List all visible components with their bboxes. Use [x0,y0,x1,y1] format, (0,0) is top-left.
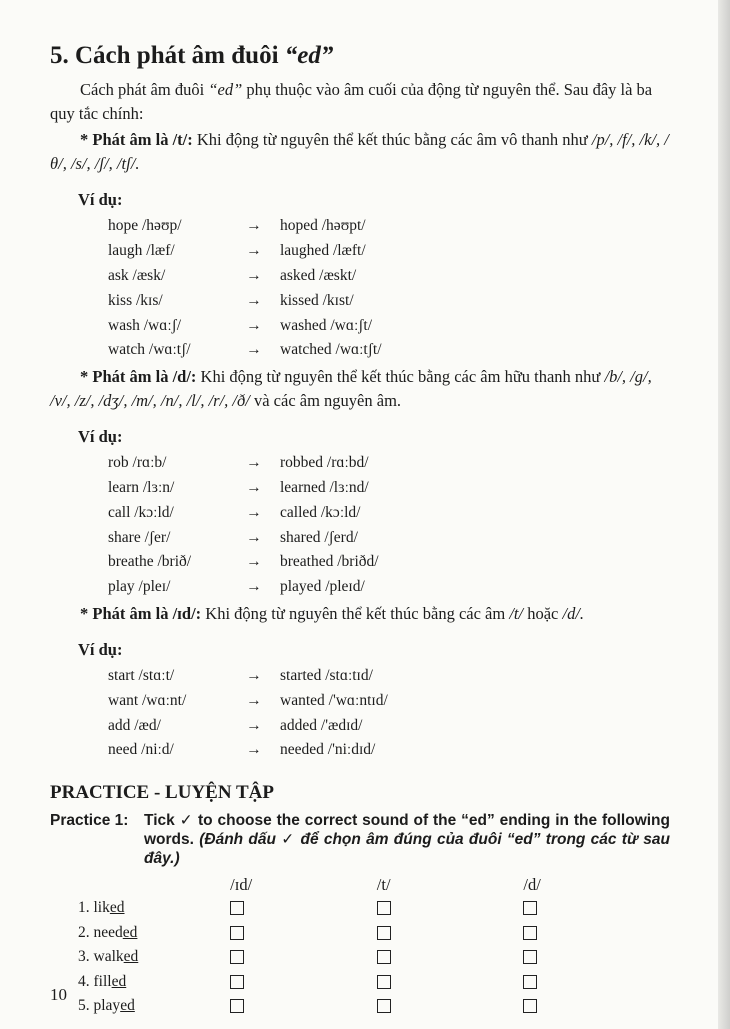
examples-d [108,451,670,600]
example-row [108,525,670,550]
example-base: laugh /læf/ [108,242,175,260]
example-arrow: → [246,553,262,571]
example-row [108,338,670,363]
example-row [108,500,670,525]
example-arrow: → [246,316,262,334]
example-base: add /æd/ [108,716,161,734]
example-past: learned /lɜːnd/ [280,478,369,496]
example-past: asked /æskt/ [280,266,357,284]
answer-cell-id [230,999,377,1013]
example-base: kiss /kɪs/ [108,291,163,309]
example-base: wash /wɑːʃ/ [108,316,182,334]
section-title: 5. Cách phát âm đuôi “ed” [50,42,334,69]
answer-cell-t [377,975,524,989]
example-row [108,451,670,476]
example-arrow: → [246,341,262,359]
example-row [108,214,670,239]
answer-cell-t [377,926,524,940]
answer-cell-t [377,950,524,964]
practice-word [50,924,230,942]
example-past: wanted /'wɑːntɪd/ [280,691,388,709]
example-past: shared /ʃerd/ [280,528,358,546]
word-ending: ed [120,997,135,1015]
answer-cell-id [230,926,377,940]
example-row [108,313,670,338]
practice-table [50,874,670,1019]
example-base: learn /lɜːn/ [108,478,175,496]
practice-1-instruction [50,811,670,868]
example-label: Ví dụ: [78,426,123,446]
checkbox-id[interactable] [230,926,244,940]
word-ending: ed [123,948,139,966]
example-label: Ví dụ: [78,190,123,209]
example-row [108,476,670,501]
word-ending: ed [122,923,138,941]
practice-item [50,920,670,945]
answer-cell-id [230,975,377,989]
example-row [108,575,670,600]
word-stem: lik [93,899,110,917]
checkbox-t[interactable] [377,950,391,964]
word-ending: ed [111,972,127,990]
example-row [108,264,670,289]
example-past: started /stɑːtɪd/ [280,666,373,684]
answer-cell-t [377,901,524,915]
example-past: washed /wɑːʃt/ [280,316,373,334]
checkbox-d[interactable] [523,901,537,915]
example-past: played /pleɪd/ [280,578,365,596]
word-num: 3. [78,948,94,966]
word-num: 5. [78,997,94,1015]
example-row [108,688,670,713]
example-row [108,664,670,689]
checkbox-d[interactable] [523,926,537,940]
example-base: ask /æsk/ [108,266,166,284]
checkbox-id[interactable] [230,999,244,1013]
answer-cell-d [523,926,670,940]
example-base: play /pleɪ/ [108,578,171,596]
answer-cell-d [523,999,670,1013]
example-arrow: → [246,528,262,546]
column-header-t: /t/ [376,874,391,894]
column-header-d: /d/ [523,874,541,894]
answer-cell-t [377,999,524,1013]
page-number: 10 [50,985,67,1004]
example-arrow: → [246,478,262,496]
example-base: hope /həʊp/ [108,217,182,235]
example-row [108,550,670,575]
example-base: want /wɑːnt/ [108,691,187,709]
table-header [50,874,670,896]
example-arrow: → [246,716,262,734]
example-arrow: → [246,266,262,284]
example-base: need /niːd/ [108,741,174,759]
word-ending: ed [109,899,125,917]
checkbox-id[interactable] [230,901,244,915]
column-header-id: /ɪd/ [230,874,253,894]
rule-id: * Phát âm là /ɪd/: Khi động từ nguyên thể kết thúc bằng các âm /t/ hoặc /d/. [80,603,585,623]
rule-d: * Phát âm là /d/: Khi động từ nguyên thể kết thúc bằng các âm hữu thanh như /b/, /g/, /v/, /z/, /dʒ/, /m/, /n/, /l/, /r/, /ð/ và các âm nguyên âm. [50,366,652,410]
example-arrow: → [246,242,262,260]
example-past: watched /wɑːtʃt/ [280,341,382,359]
checkbox-t[interactable] [377,926,391,940]
word-stem: need [93,923,123,941]
examples-t [108,214,670,363]
example-arrow: → [246,691,262,709]
example-base: watch /wɑːtʃ/ [108,341,191,359]
practice-item [50,945,670,970]
answer-cell-id [230,950,377,964]
practice-word [50,997,230,1015]
example-past: needed /'niːdɪd/ [280,741,376,759]
example-arrow: → [246,741,262,759]
word-stem: walk [93,948,124,966]
example-base: rob /rɑːb/ [108,454,167,472]
word-stem: fill [93,972,112,990]
example-past: laughed /læft/ [280,242,366,260]
word-num: 1. [78,899,94,917]
example-arrow: → [246,217,262,235]
instruction-en: Tick ✓ to choose the correct sound of the “ed” ending in the following words. [144,811,670,848]
examples-id [108,664,670,763]
answer-cell-id [230,901,377,915]
word-num: 2. [78,923,94,941]
example-base: share /ʃer/ [108,528,171,546]
practice-item [50,896,670,921]
answer-cell-d [523,950,670,964]
example-base: breathe /brið/ [108,553,192,571]
example-past: robbed /rɑːbd/ [280,454,369,472]
checkbox-t[interactable] [377,901,391,915]
page-content [50,40,670,1019]
checkbox-t[interactable] [377,999,391,1013]
checkbox-id[interactable] [230,950,244,964]
checkbox-t[interactable] [377,975,391,989]
example-label: Ví dụ: [78,639,123,659]
intro-paragraph: Cách phát âm đuôi “ed” phụ thuộc vào âm cuối của động từ nguyên thể. Sau đây là ba quy tắc chính: [50,80,653,123]
example-row [108,738,670,763]
word-num: 4. [78,972,94,990]
practice-word [50,899,230,917]
checkbox-id[interactable] [230,975,244,989]
page-edge-shadow [718,0,730,1029]
example-row [108,239,670,264]
example-past: breathed /briðd/ [280,553,379,571]
example-row [108,288,670,313]
example-base: start /stɑːt/ [108,666,175,684]
practice-label: Practice 1: [50,811,129,829]
word-stem: play [93,997,121,1015]
rule-t: * Phát âm là /t/: Khi động từ nguyên thể kết thúc bằng các âm vô thanh như /p/, /f/, /k/, /θ/, /s/, /ʃ/, /tʃ/. [50,130,669,173]
answer-cell-d [523,975,670,989]
instruction-vi: (Đánh dấu ✓ để chọn âm đúng của đuôi “ed” trong các từ sau đây.) [144,830,670,867]
practice-item [50,994,670,1019]
example-arrow: → [246,666,262,684]
example-arrow: → [246,291,262,309]
example-base: call /kɔːld/ [108,503,174,521]
checkbox-d[interactable] [523,999,537,1013]
example-past: added /'ædɪd/ [280,716,363,734]
example-past: kissed /kɪst/ [280,291,354,309]
practice-item [50,970,670,995]
checkbox-d[interactable] [523,975,537,989]
answer-cell-d [523,901,670,915]
checkbox-d[interactable] [523,950,537,964]
example-past: called /kɔːld/ [280,503,361,521]
example-arrow: → [246,578,262,596]
example-arrow: → [246,503,262,521]
example-past: hoped /həʊpt/ [280,217,366,235]
example-arrow: → [246,454,262,472]
practice-word [50,973,230,991]
practice-heading: PRACTICE - LUYỆN TẬP [50,781,274,803]
example-row [108,713,670,738]
practice-word [50,948,230,966]
